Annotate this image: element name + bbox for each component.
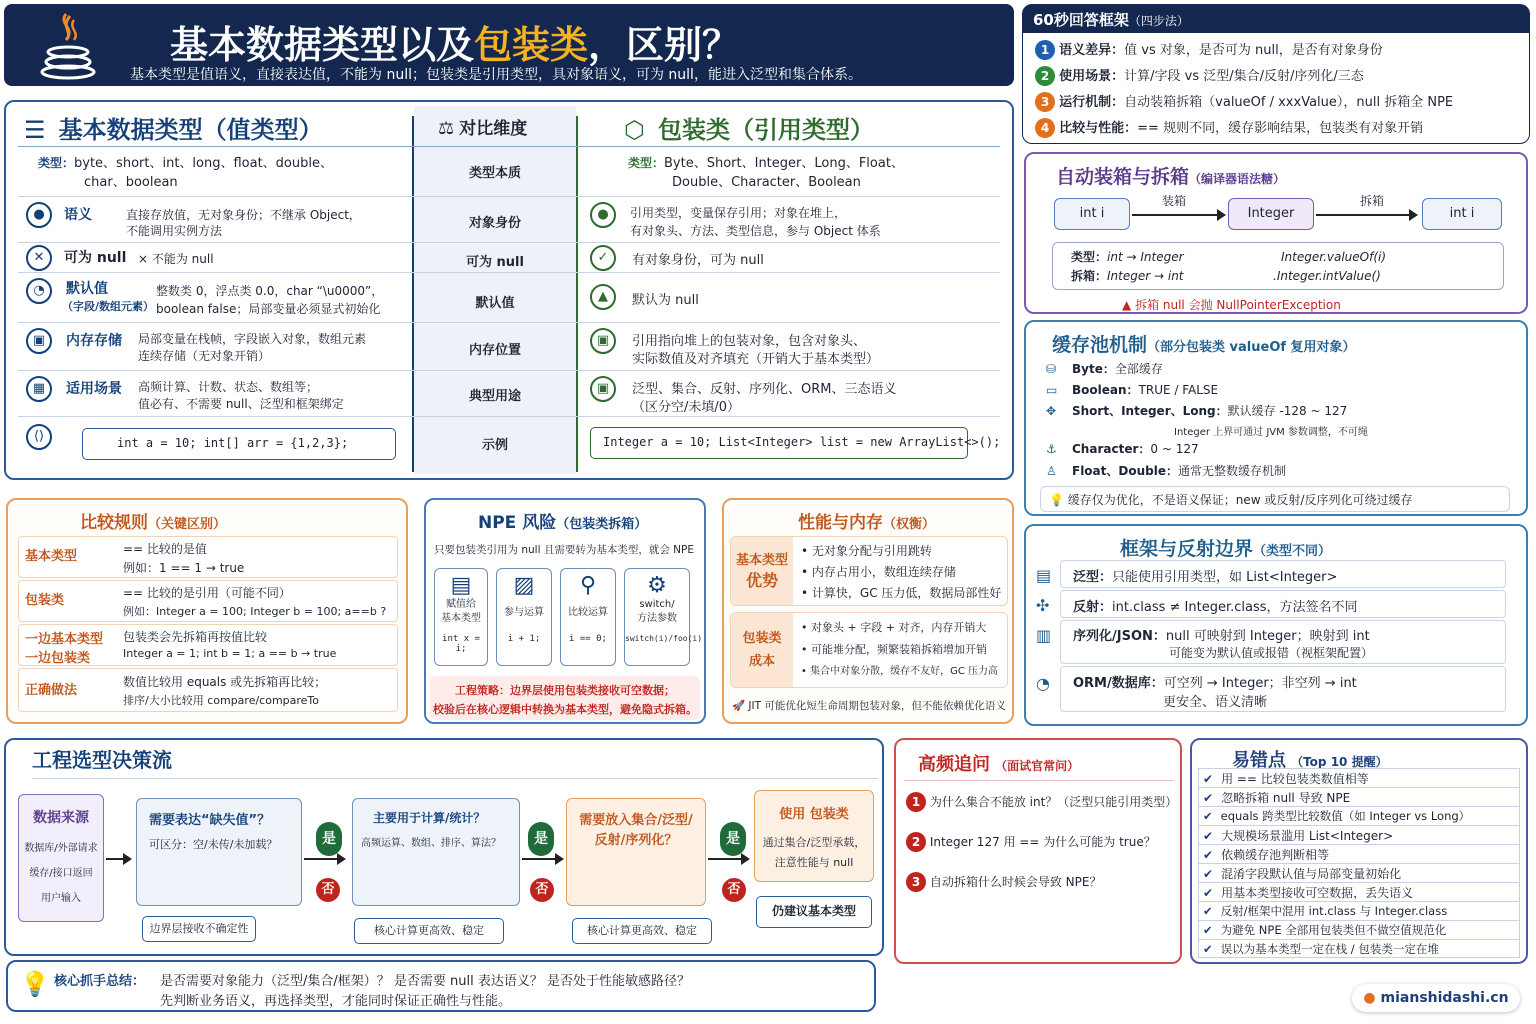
question-missing-value: 需要表达“缺失值”？ 可区分：空/未传/未加载？	[136, 798, 302, 906]
network-icon: ⚲	[579, 573, 597, 598]
autobox-card: 自动装箱与拆箱（编译器语法糖） int i 装箱 Integer 拆箱 int i 类型：int → Integer Integer.valueOf(i) 拆箱：Integer → int .Integer.intValue() ▲ 拆箱 null 会抛 NullPointerException	[1024, 152, 1528, 314]
move-icon: ✥	[1046, 404, 1057, 418]
perf-advantage: 基本类型 优势 • 无对象分配与引用跳转 • 内存占用小，数组连续存储 • 计算快，GC 压力低，数据局部性好	[730, 536, 1008, 606]
npe-card: NPE 风险（包装类拆箱） 只要包装类引用为 null 且需要转为基本类型，就会 NPE ▤ 赋值给 基本类型 int x = i; ▨ 参与运算 i + 1; ⚲ 比较运算 i == 0; ⚙ switch/ 方法参数 switch(i)/foo(i) 工程策略：边界层使用包装类接收可空数据； 校验后在核心逻辑中转换为基本类型，避免隐式拆箱。	[424, 498, 706, 724]
table-row: ✕ 可为 null × 不能为 null	[26, 245, 406, 271]
summary-line2: 先判断业务语义，再选择类型，才能同时保证正确性与性能。	[160, 994, 512, 1009]
yes-badge: 是	[720, 822, 746, 856]
rocket-icon: 🚀	[732, 700, 746, 712]
dimension-label: 内存位置	[468, 343, 521, 358]
cube-icon: ⬡	[624, 116, 645, 144]
table-row: ◔ 默认值 （字段/数组元素） 整数类 0，浮点类 0.0，char “\u0000”， boolean false；局部变量必须显式初始化	[26, 278, 406, 304]
list-item: ✔ 用基本类型接收可空数据，丢失语义	[1198, 882, 1520, 901]
table-row: ✓ 有对象身份，可为 null	[590, 245, 1000, 271]
boundary-card: 框架与反射边界（类型不同） ▤ 泛型：只能使用引用类型，如 List<Integer> ✣ 反射：int.class ≠ Integer.class，方法签名不同 ▥ 序列化/JSON：null 可映射到 Integer；映射到 int 可能变为默认值或报错（视框架配置） ◔ ORM/数据库：可空列 → Integer；非空列 → int 更安全、语义清晰	[1024, 524, 1528, 726]
dimension-label: 默认值	[475, 296, 515, 311]
dimension-label: 可为 null	[466, 255, 524, 270]
no-badge: 否	[722, 878, 746, 902]
list-item: ▭ Boolean：TRUE / FALSE	[1046, 383, 1219, 397]
check-icon: ✔	[1203, 867, 1214, 881]
framework-item: 2 使用场景：计算/字段 vs 泛型/集合/反射/序列化/三态	[1035, 65, 1525, 91]
list-item: • 计算快，GC 压力低，数据局部性好	[801, 586, 1002, 600]
check-icon: ✔	[1203, 904, 1213, 918]
dimension-label: 示例	[481, 438, 508, 453]
java-logo-icon	[36, 10, 100, 82]
table-row: ▲ 默认为 null	[590, 284, 1000, 310]
boundary-row: ORM/数据库：可空列 → Integer；非空列 → int 更安全、语义清晰	[1060, 666, 1506, 712]
close-circle-icon: ✕	[26, 245, 52, 271]
autobox-detail: 类型：int → Integer Integer.valueOf(i) 拆箱：Integer → int .Integer.intValue()	[1052, 242, 1504, 290]
npe-case: ▤ 赋值给 基本类型 int x = i;	[434, 568, 488, 666]
list-item: ✔ 混淆字段默认值与局部变量初始化	[1198, 863, 1520, 882]
framework-item: 1 语义差异：值 vs 对象，是否可为 null，是否有对象身份	[1035, 39, 1525, 65]
cache-note: Integer 上界可通过 JVM 参数调整，不可绳	[1174, 427, 1368, 438]
chip-icon: ▣	[590, 328, 616, 354]
puzzle-icon: ✣	[1036, 596, 1050, 615]
arrow-right-icon	[1316, 214, 1416, 216]
brand-badge[interactable]: ● mianshidashi.cn	[1352, 984, 1520, 1012]
check-icon: ✔	[1203, 791, 1214, 805]
question-compute: 主要用于计算/统计？ 高频运算、数组、排序、算法？	[352, 798, 520, 906]
warning-icon: ▲	[590, 284, 616, 310]
layers-icon: ☰	[24, 116, 46, 144]
table-row: 类型：byte、short、int、long、float、double、 char、boolean	[38, 156, 333, 190]
flow-note: 核心计算更高效、稳定	[354, 918, 504, 944]
chip-icon: ▣	[590, 376, 616, 402]
framework-list	[1035, 39, 1525, 143]
dimension-label: 对象身份	[468, 216, 521, 231]
list-item: ✥ Short、Integer、Long：默认缓存 -128 ~ 127	[1046, 404, 1348, 418]
table-row: ● 引用类型，变量保存引用；对象在堆上， 有对象头、方法、类型信息，参与 Object 体系	[590, 202, 1000, 228]
database-icon: ⛁	[1046, 362, 1057, 376]
no-badge: 否	[316, 878, 340, 902]
yes-badge: 是	[316, 822, 342, 856]
summary-label: 核心抓手总结：	[54, 974, 146, 989]
clock-icon: ◔	[26, 278, 52, 304]
boundary-row: 序列化/JSON：null 可映射到 Integer；映射到 int 可能变为默认值或报错（视框架配置）	[1060, 620, 1506, 664]
page-title: 基本数据类型以及包装类，区别？	[170, 23, 741, 67]
table-row: ▣ 引用指向堆上的包装对象，包含对象头、 实际数值及对齐填充（开销大于基本类型）	[590, 328, 1000, 354]
int-box: int i	[1422, 198, 1502, 230]
integer-box: Integer	[1228, 198, 1314, 230]
arrow-right-icon	[1132, 214, 1224, 216]
flow-note: 核心计算更高效、稳定	[572, 918, 712, 944]
list-item: ✔ 误以为基本类型一定在栈 / 包装类一定在堆	[1198, 939, 1520, 958]
framework-item: 4 比较与性能：== 规则不同，缓存影响结果，包装类有对象开销	[1035, 117, 1525, 143]
npe-case: ⚲ 比较运算 i == 0;	[560, 568, 616, 666]
rule-row: 一边基本类型 一边包装类 包装类会先拆箱再按值比较 Integer a = 1; int b = 1; a == b → true	[18, 624, 398, 666]
user-icon: ●	[590, 202, 616, 228]
user-icon: ●	[26, 202, 52, 228]
summary-card	[6, 960, 876, 1012]
list-item: ✔ equals 跨类型比较数值（如 Integer vs Long）	[1198, 806, 1520, 825]
primitive-example-code: int a = 10; int[] arr = {1,2,3};	[82, 428, 396, 460]
faq-item: 3 自动拆箱什么时候会导致 NPE？	[906, 872, 1101, 892]
list-item: ✔ 用 == 比较包装类数值相等	[1198, 768, 1520, 787]
person-icon: ♙	[1046, 464, 1057, 478]
rule-row: 正确做法 数值比较用 equals 或先拆箱再比较； 排序/大小比较用 compare/compareTo	[18, 668, 398, 712]
list-item: ✔ 反射/框架中混用 int.class 与 Integer.class	[1198, 901, 1520, 920]
perf-cost: 包装类 成本 • 对象头 + 字段 + 对齐，内存开销大 • 可能堆分配，频繁装箱拆箱增加开销 • 集合中对象分散，缓存不友好，GC 压力高	[730, 612, 1008, 688]
scale-icon: ⚖	[438, 118, 455, 139]
no-badge: 否	[530, 878, 554, 902]
list-item: ⚓ Character：0 ~ 127	[1046, 442, 1199, 456]
npe-case: ▨ 参与运算 i + 1;	[496, 568, 552, 666]
data-source-box: 数据来源 数据库/外部请求 缓存/接口返回 用户输入	[18, 794, 104, 922]
check-icon: ✔	[1203, 772, 1214, 786]
framework-item: 3 运行机制：自动装箱拆箱（valueOf / xxxValue），null 拆箱全 NPE	[1035, 91, 1525, 117]
toggle-icon: ▭	[1046, 383, 1058, 397]
wrapper-example-code: Integer a = 10; List<Integer> list = new ArrayList<>();	[590, 427, 968, 459]
dimension-label: 类型本质	[468, 166, 521, 181]
flow-card	[4, 738, 884, 956]
faq-item: 2 Integer 127 用 == 为什么可能为 true？	[906, 832, 1156, 852]
list-item: • 可能堆分配，频繁装箱拆箱增加开销	[801, 643, 987, 656]
chip-icon: ▣	[26, 328, 52, 354]
anchor-icon: ⚓	[1046, 442, 1057, 456]
box-label: 装箱	[1162, 194, 1187, 208]
list-item: • 无对象分配与引用跳转	[801, 544, 932, 558]
check-circle-icon: ✓	[590, 245, 616, 271]
unbox-label: 拆箱	[1360, 194, 1385, 208]
npe-warning: ▲ 拆箱 null 会抛 NullPointerException	[1122, 298, 1341, 312]
cache-card: 缓存池机制（部分包装类 valueOf 复用对象） ⛁ Byte：全部缓存 ▭ Boolean：TRUE / FALSE ✥ Short、Integer、Long：默认缓存 -128 ~ 127 Integer 上界可通过 JVM 参数调整，不可绳 ⚓ Character：0 ~ 127 ♙ Float、Double：通常无整数缓存机制 💡 缓存仅为优化，不是语义保证；new 或反射/反序列化可绕过缓存	[1024, 320, 1528, 516]
warning-icon: ▲	[1122, 298, 1132, 312]
switch-icon: ⚙	[647, 573, 667, 598]
header-banner	[4, 4, 1014, 86]
yes-badge: 是	[528, 822, 554, 856]
clipboard-icon: ▤	[1036, 566, 1052, 585]
npe-intro: 只要包装类引用为 null 且需要转为基本类型，就会 NPE	[434, 544, 694, 556]
cache-list	[1046, 360, 1516, 484]
npe-strategy: 工程策略：边界层使用包装类接收可空数据； 校验后在核心逻辑中转换为基本类型，避免隐式拆箱。	[430, 676, 700, 720]
dimension-label: 典型用途	[468, 389, 521, 404]
arrow-right-icon	[106, 858, 130, 860]
clipboard-icon: ▤	[450, 573, 472, 598]
code-icon: ⟨⟩	[26, 424, 52, 450]
framework-header: 60秒回答框架（四步法）	[1023, 5, 1529, 33]
lightbulb-icon: 💡	[20, 970, 50, 998]
perf-card: 性能与内存（权衡） 基本类型 优势 • 无对象分配与引用跳转 • 内存占用小，数组连续存储 • 计算快，GC 压力低，数据局部性好 包装类 成本 • 对象头 + 字段 + 对齐，内存开销大 • 可能堆分配，频繁装箱拆箱增加开销 • 集合中对象分散，缓存不友好，GC 压力高 🚀 JIT 可能优化短生命周期包装对象，但不能依赖优化语义	[722, 498, 1014, 724]
serialize-icon: ▥	[1036, 626, 1052, 645]
list-item: ✔ 大规模场景滥用 List<Integer>	[1198, 825, 1520, 844]
check-icon: ✔	[1203, 942, 1213, 956]
grid-icon: ▦	[26, 376, 52, 402]
cache-tip: 💡 缓存仅为优化，不是语义保证；new 或反射/反序列化可绕过缓存	[1040, 486, 1510, 512]
result-wrapper: 使用 包装类 通过集合/泛型承载， 注意性能与 null	[754, 790, 874, 882]
int-box: int i	[1054, 198, 1130, 230]
wrapper-title: ⬡ 包装类（引用类型）	[624, 116, 875, 144]
list-item: ⛁ Byte：全部缓存	[1046, 362, 1163, 376]
lightbulb-icon: 💡	[1049, 493, 1064, 507]
database-icon: ◔	[1036, 674, 1050, 693]
dimension-title: ⚖ 对比维度	[438, 118, 528, 139]
summary-line1: 是否需要对象能力（泛型/集合/框架）？ 是否需要 null 表达语义？ 是否处于性能敏感路径？	[160, 974, 690, 989]
list-item: ✔ 忽略拆箱 null 导致 NPE	[1198, 787, 1520, 806]
table-row: ● 语义 直接存放值，无对象身份；不继承 Object， 不能调用实例方法	[26, 202, 406, 228]
list-item: ✔ 为避免 NPE 全部用包装类但不做空值规范化	[1198, 920, 1520, 939]
table-row: ▣ 泛型、集合、反射、序列化、ORM、三态语义 （区分空/未填/0）	[590, 376, 1000, 402]
npe-case: ⚙ switch/ 方法参数 switch(i)/foo(i)	[624, 568, 690, 666]
table-row: ▣ 内存存储 局部变量在栈帧，字段嵌入对象，数组元素 连续存储（无对象开销）	[26, 328, 406, 354]
page-subtitle: 基本类型是值语义，直接表达值，不能为 null；包装类是引用类型，具对象语义，可为 null，能进入泛型和集合体系。	[130, 67, 862, 83]
flow-title: 工程选型决策流	[32, 748, 172, 772]
table-row: 类型：Byte、Short、Integer、Long、Float、 Double、Character、Boolean	[628, 156, 904, 190]
check-icon: ✔	[1203, 923, 1213, 937]
check-icon: ✔	[1203, 848, 1214, 862]
boundary-row: 泛型：只能使用引用类型，如 List<Integer>	[1060, 560, 1506, 588]
list-item: ♙ Float、Double：通常无整数缓存机制	[1046, 464, 1286, 478]
boundary-row: 反射：int.class ≠ Integer.class，方法签名不同	[1060, 590, 1506, 618]
pitfalls-card: 易错点 （Top 10 提醒） ✔ 用 == 比较包装类数值相等 ✔ 忽略拆箱 null 导致 NPE ✔ equals 跨类型比较数值（如 Integer vs Long） ✔ 大规模场景滥用 List<Integer> ✔ 依赖缓存池判断相等 ✔ 混淆字段默认值与局部变量初始化 ✔ 用基本类型接收可空数据，丢失语义 ✔ 反射/框架中混用 int.class 与 Integer.class ✔ 为避免 NPE 全部用包装类但不做空值规范化 ✔ 误以为基本类型一定在栈 / 包装类一定在堆	[1190, 738, 1528, 964]
comparison-card	[4, 100, 1014, 480]
list-item: ✔ 依赖缓存池判断相等	[1198, 844, 1520, 863]
rule-row: 基本类型 == 比较的是值 例如：1 == 1 → true	[18, 536, 398, 578]
faq-item: 1 为什么集合不能放 int？（泛型只能引用类型）	[906, 792, 1177, 812]
primitive-title: ☰ 基本数据类型（值类型）	[24, 116, 323, 144]
check-icon: ✔	[1203, 809, 1213, 823]
rule-row: 包装类 == 比较的是引用（可能不同） 例如：Integer a = 100; Integer b = 100; a==b ?	[18, 580, 398, 622]
result-primitive: 仍建议基本类型	[756, 896, 872, 928]
rules-card: 比较规则（关键区别） 基本类型 == 比较的是值 例如：1 == 1 → true 包装类 == 比较的是引用（可能不同） 例如：Integer a = 100; Integer b = 100; a==b ? 一边基本类型 一边包装类 包装类会先拆箱再按值比较 Integer a = 1; int b = 1; a == b → true 正确做法 数值比较用 equals 或先拆箱再比较； 排序/大小比较用 compare/compareTo	[6, 498, 408, 724]
list-item: • 集合中对象分散，缓存不友好，GC 压力高	[801, 666, 998, 677]
pitfalls-list	[1198, 768, 1520, 958]
jit-note: 🚀 JIT 可能优化短生命周期包装对象，但不能依赖优化语义	[732, 700, 1006, 712]
chart-icon: ▨	[513, 573, 535, 598]
check-icon: ✔	[1203, 829, 1214, 843]
question-collection: 需要放入集合/泛型/反射/序列化？	[566, 798, 706, 906]
list-item: • 内存占用小，数组连续存储	[801, 565, 956, 579]
framework-card	[1022, 4, 1530, 144]
check-icon: ✔	[1203, 886, 1214, 900]
flow-note: 边界层接收不确定性	[142, 916, 256, 942]
faq-card: 高频追问 （面试官常问） 1 为什么集合不能放 int？（泛型只能引用类型） 2 Integer 127 用 == 为什么可能为 true？ 3 自动拆箱什么时候会导致 NPE？	[894, 738, 1182, 964]
list-item: • 对象头 + 字段 + 对齐，内存开销大	[801, 621, 987, 634]
table-row: ▦ 适用场景 高频计算、计数、状态、数组等； 值必有、不需要 null、泛型和框架绑定	[26, 376, 406, 402]
